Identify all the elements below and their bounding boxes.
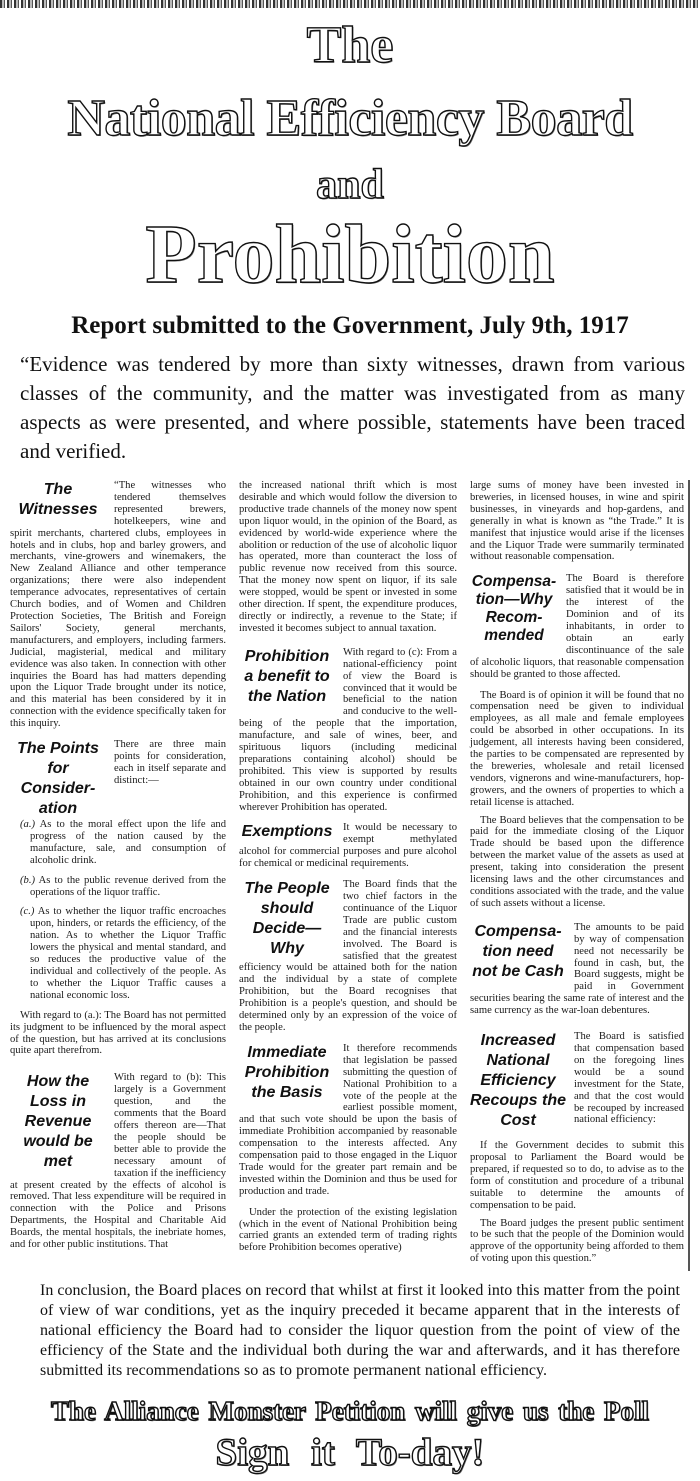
item-text: As to the public revenue derived from the operations of the liquor traffic. bbox=[30, 874, 226, 898]
section-text: With regard to (c): From a national-efficiency point of view the Board is convinced that it would be beneficial to the nation and conducive to the well-being of the people that the importation, manufacture, and sale of wines, beer, and spirituous liquors (including medicinal preparations containing alcohol) should be prohibited. This view is supported by results obtained in our own country under conditional Prohibition, and this experience is confirmed wherever Prohibition has operated. bbox=[239, 646, 457, 813]
section-heading: The Witnesses bbox=[18, 481, 98, 518]
continued-text: the increased national thrift which is most desirable and which would follow the diversion to productive trade channels of the money now spent upon liquor would, in the opinion of the Board, as evidenced by world-wide experience where the abolition or reduction of the use of alcoholic liquor has operated, more than counteract the loss of public revenue now received from this source. That the money now spent on liquor, if its sale were stopped, would be spent or invested in some other direction. If spent, the expenditure produces, directly or indirectly, a revenue to the State; if invested it becomes subject to annual taxation. bbox=[239, 480, 457, 634]
section-heading: How the Loss in Revenue would be met bbox=[23, 1073, 93, 1171]
section-witnesses bbox=[10, 480, 226, 730]
section-heading: Compensa-tion—Why Recom-mended bbox=[471, 573, 557, 645]
masthead-national-efficiency-board: National Efficiency Board bbox=[67, 90, 633, 147]
section-compensation-cash bbox=[470, 922, 684, 1017]
point-item-a bbox=[10, 819, 226, 867]
section-heading: The People should Decide—Why bbox=[244, 880, 330, 958]
section-text: The Board is therefore satisfied that it would be in the interest of the Dominion and of its inhabitants, in order to obtain an early discontinuance of the sale of alcoholic liquors, that reasonable compensation should be granted to those affected. bbox=[470, 573, 684, 680]
section-heading: Compensa-tion need not be Cash bbox=[472, 922, 564, 980]
section-text: The Board is satisfied that compensation based on the foregoing lines would be a sound investment for the State, and that the cost would be recouped by increased national efficiency: bbox=[574, 1031, 684, 1126]
intro-quote: “Evidence was tendered by more than sixty witnesses, drawn from various classes of the community, and the matter was investigated from as many aspects as were presented, and where possible, statements have been traced and verified. bbox=[20, 352, 685, 463]
section-heading: Immediate Prohibition the Basis bbox=[244, 1043, 330, 1101]
masthead-prohibition: Prohibition bbox=[145, 208, 555, 301]
believes-text: The Board believes that the compensation to be paid for the immediate closing of the Liquor Trade should be based upon the difference between the market value of the assets as used at present, taking into consideration the present licensing laws and the other circumstances and conditions associated with the trade, and the value of such assets without a license. bbox=[470, 814, 684, 909]
footer-appeal bbox=[0, 1391, 700, 1481]
section-compensation-why bbox=[470, 573, 684, 680]
footer-petition-line: The Alliance Monster Petition will give us the Poll bbox=[51, 1396, 649, 1427]
section-heading: The Points for Consider-ation bbox=[17, 740, 99, 818]
section-text: It therefore recommends that legislation be passed submitting the question of National Prohibition to a vote of the people at the earliest possible moment, and that such vote should be upon the basis of immediate Prohibition accompanied by reasonable compensation to the interests affected. Any compensation paid to those engaged in the Liquor Trade would for the greater part remain and be invested within the Dominion and thus be used for production and trade. bbox=[239, 1042, 457, 1197]
section-immediate bbox=[239, 1043, 457, 1198]
section-heading: Prohibition a benefit to the Nation bbox=[244, 647, 330, 705]
section-heading: Exemptions bbox=[241, 823, 333, 841]
section-heading: Increased National Efficiency Recoups the Cost bbox=[470, 1032, 567, 1130]
section-points bbox=[10, 739, 226, 1063]
point-item-b bbox=[10, 875, 226, 899]
section-text: The amounts to be paid by way of compensation need not necessarily be found in cash, but, the Board suggests, might be paid in Government securities bearing the same rate of interest and the same currency as the war-loan debentures. bbox=[470, 921, 684, 1017]
protection-text: Under the protection of the existing legislation (which in the event of National Prohibition being carried grants an extended term of trading rights before Prohibition becomes operative) bbox=[239, 1206, 457, 1254]
section-text: With regard to (b): This largely is a Government question, and the comments that the Board offers thereon are—That the people should be better able to provide the necessary amount of taxation if the inefficiency at present created by the effects of alcohol is removed. That less expenditure will be required in connection with the Police and Prisons Departments, the Hospital and Charitable Aid Boards, the mental hospitals, the inebriate homes, and for other public institutions. That bbox=[10, 1072, 226, 1251]
section-text: “The witnesses who tendered themselves represented brewers, hotelkeepers, wine and spirit merchants, chartered clubs, employees in hotels and in clubs, hop and barley growers, and merchants, vine-growers and winemakers, the New Zealand Alliance and other temperance organizations; there were also independent temperance advocates, representatives of certain Church bodies, and of Women and Children Protection Societies, The British and Foreign Sailors' Society, general merchants, manufacturers, and employers, including farmers. Judicial, magisterial, medical and military evidence was also taken. In connection with other inquiries the Board has had matters depending upon the Liquor Trade brought under its notice, and this material has been considered by it in connection with the evidence specifically taken for this inquiry. bbox=[10, 480, 226, 730]
section-text: The Board finds that the two chief factors in the continuance of the Liquor Trade are public custom and the financial interests involved. The Board is satisfied that the greatest efficiency would be attained both for the nation and the individual by a state of complete Prohibition, but the Board recognises that Prohibition is a people's question, and should be determined only by an expression of the voice of the people. bbox=[239, 879, 457, 1033]
column-2 bbox=[239, 480, 457, 1271]
item-label: (c.) bbox=[20, 906, 35, 918]
continued-text: large sums of money have been invested in breweries, in licensed houses, in wine and spirit businesses, in vineyards and hop-gardens, and generally in what is known as “the Trade.” It is manifest that injustice would arise if the licenses and the Liquor Trade were summarily terminated without reasonable compensation. bbox=[470, 480, 684, 563]
article-columns bbox=[10, 480, 690, 1271]
regard-a-text: With regard to (a.): The Board has not permitted its judgment to be influenced by the moral aspect of the question, but has arrived at its conclusions quite apart therefrom. bbox=[10, 1009, 226, 1057]
item-label: (b.) bbox=[20, 874, 36, 886]
section-people-decide bbox=[239, 879, 457, 1034]
footer-sign-line: Sign it To-day! bbox=[215, 1431, 485, 1475]
section-recoups bbox=[470, 1031, 684, 1131]
conclusion-paragraph: In conclusion, the Board places on record that whilst at first it looked into this matter from the point of view of war conditions, yet as the inquiry preceded it became apparent that in the interests of national efficiency the Board had to consider the liquor question from the point of view of the efficiency of the State and the individual both during the war and afterwards, and it has therefore submitted its recommendations so as to promote permanent national efficiency. bbox=[40, 1282, 680, 1380]
section-exemptions bbox=[239, 822, 457, 870]
masthead-the: The bbox=[306, 17, 394, 74]
section-benefit bbox=[239, 647, 457, 814]
judges-text: The Board judges the present public sentiment to be such that the people of the Dominion would approve of the opportunity being afforded to them of voting upon this question.” bbox=[470, 1217, 684, 1265]
column-1 bbox=[10, 480, 226, 1271]
item-label: (a.) bbox=[20, 819, 36, 831]
top-border-rule bbox=[0, 0, 700, 8]
masthead bbox=[0, 8, 700, 302]
masthead-and: and bbox=[316, 162, 384, 208]
item-text: As to whether the liquor traffic encroaches upon, hinders, or retards the efficiency, of the nation. As to whether the Liquor Traffic lowers the physical and mental standard, and so reduces the productive value of the individual and collectively of the people. As to whether the Liquor Traffic causes a national economic loss. bbox=[30, 906, 226, 1001]
opinion-text: The Board is of opinion it will be found that no compensation need be given to individual employees, as all male and female employees could be absorbed in other occupations. In its judgement, all interests having been considered, the parties to be compensated are represented by the breweries, wholesale and retail licensed vendors, vignerons and wine-manufacturers, hop-growers, and the owners of properties to which a retail license is attached. bbox=[470, 689, 684, 808]
tribunal-text: If the Government decides to submit this proposal to Parliament the Board would be prepared, if requested so to do, to advise as to the form of constitution and procedure of a tribunal suitable to determine the amounts of compensation to be paid. bbox=[470, 1140, 684, 1211]
point-item-c bbox=[10, 906, 226, 1001]
section-revenue bbox=[10, 1072, 226, 1251]
section-text: There are three main points for consideration, each in itself separate and distinct:— bbox=[114, 739, 226, 786]
report-subtitle: Report submitted to the Government, July 9th, 1917 bbox=[71, 312, 629, 339]
column-3 bbox=[470, 480, 684, 1271]
item-text: As to the moral effect upon the life and progress of the nation caused by the manufacture, sale, and consumption of alcoholic drink. bbox=[30, 819, 226, 866]
section-text: It would be necessary to exempt methylated alcohol for commercial purposes and pure alcohol for chemical or medicinal requirements. bbox=[239, 822, 457, 870]
